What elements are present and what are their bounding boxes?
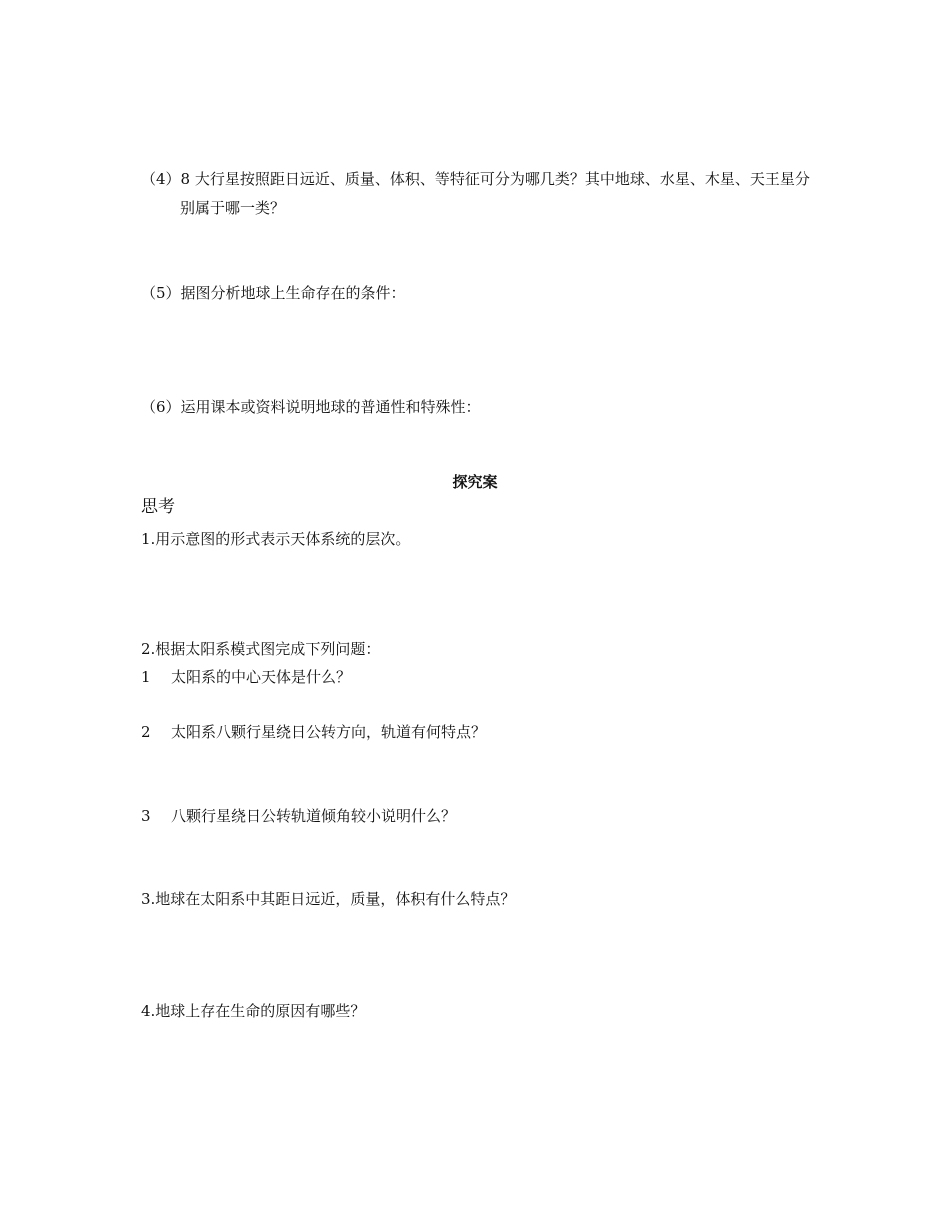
sub-question-2 [141,721,486,743]
thinking-question-4: 4.地球上存在生命的原因有哪些？ [141,1002,366,1020]
thinking-question-2: 2.根据太阳系模式图完成下列问题： [141,640,381,658]
question-4-line-2: 别属于哪一类？ [180,199,286,217]
question-6: （6）运用课本或资料说明地球的普通性和特殊性： [141,398,481,416]
sub-question-number: 1 [141,668,151,686]
sub-question-3 [141,805,456,827]
sub-question-text: 八颗行星绕日公转轨道倾角较小说明什么？ [171,807,457,825]
sub-question-number: 3 [141,807,151,825]
question-4-line-1: （4）8 大行星按照距日远近、质量、体积、等特征可分为哪几类？其中地球、水星、木星、天王星分 [141,170,810,188]
sub-question-number: 2 [141,723,151,741]
section-subtitle: 思考 [141,497,175,517]
thinking-question-3: 3.地球在太阳系中其距日远近，质量，体积有什么特点？ [141,890,516,908]
section-title: 探究案 [452,473,498,491]
sub-question-1 [141,666,351,688]
thinking-question-1: 1.用示意图的形式表示天体系统的层次。 [141,530,411,548]
sub-question-text: 太阳系的中心天体是什么？ [171,668,352,686]
question-5: （5）据图分析地球上生命存在的条件： [141,284,406,302]
sub-question-text: 太阳系八颗行星绕日公转方向，轨道有何特点？ [171,723,487,741]
